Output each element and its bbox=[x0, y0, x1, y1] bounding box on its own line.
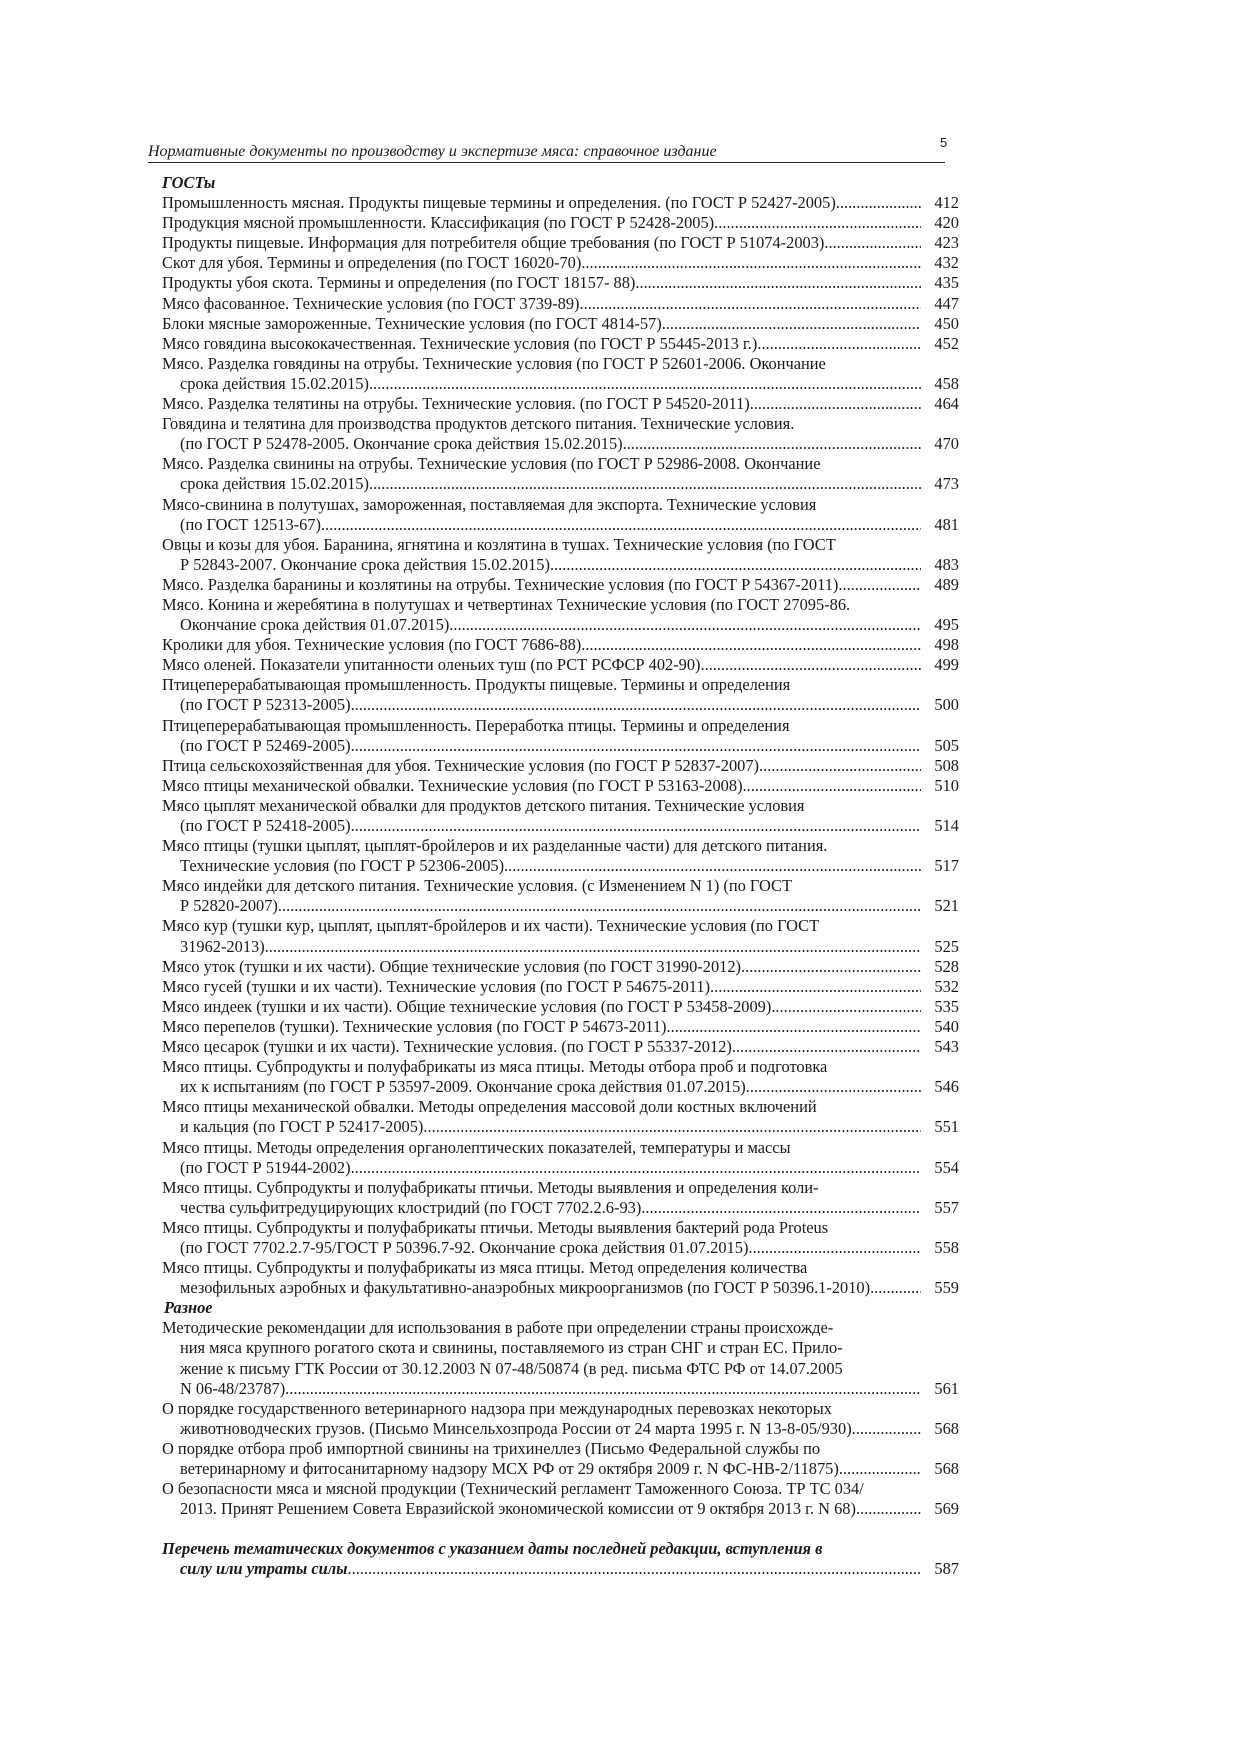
toc-entry[interactable] bbox=[162, 675, 959, 715]
toc-entry-last-line bbox=[162, 434, 959, 454]
section-heading: Разное bbox=[164, 1298, 213, 1318]
toc-entry-last-line bbox=[162, 756, 959, 776]
toc-page-ref: 481 bbox=[934, 514, 959, 534]
toc-entry-line: Мясо цыплят механической обвалки для продуктов детского питания. Технические условия bbox=[162, 795, 805, 815]
toc-entry-text: мезофильных аэробных и факультативно-анаэробных микроорганизмов (по ГОСТ Р 50396.1-2010) bbox=[180, 1278, 871, 1298]
toc-entry[interactable] bbox=[162, 595, 959, 635]
leader-dots bbox=[759, 756, 921, 776]
leader-dots bbox=[824, 233, 921, 253]
toc-page-ref: 546 bbox=[934, 1077, 959, 1097]
toc-page-ref: 447 bbox=[934, 293, 959, 313]
toc-page-ref: 569 bbox=[934, 1499, 959, 1519]
leader-dots bbox=[580, 294, 922, 314]
toc-entry[interactable] bbox=[162, 454, 959, 494]
toc-entry-text: Продукты убоя скота. Термины и определения (по ГОСТ 18157- 88) bbox=[162, 273, 636, 293]
toc-entry[interactable] bbox=[162, 1037, 959, 1057]
toc-entry-text: (по ГОСТ 7702.2.7-95/ГОСТ Р 50396.7-92. Окончание срока действия 01.07.2015) bbox=[180, 1237, 749, 1257]
toc-page-ref: 432 bbox=[934, 253, 959, 273]
toc-entry[interactable] bbox=[162, 334, 959, 354]
toc-entry-last-line bbox=[162, 1158, 959, 1178]
toc-entry-thematic-list[interactable] bbox=[162, 1539, 959, 1579]
toc-entry-text: чества сульфитредуцирующих клостридий (по ГОСТ 7702.2.6-93) bbox=[180, 1197, 642, 1217]
toc-page-ref: 464 bbox=[934, 394, 959, 414]
toc-entry-line: О порядке государственного ветеринарного надзора при международных перевозках некоторых bbox=[162, 1398, 832, 1418]
leader-dots bbox=[423, 1117, 921, 1137]
toc-entry-last-line bbox=[162, 213, 959, 233]
leader-dots bbox=[856, 1499, 921, 1519]
toc-entry[interactable] bbox=[162, 776, 959, 796]
toc-page-ref: 568 bbox=[934, 1418, 959, 1438]
toc-entry[interactable] bbox=[162, 1218, 959, 1258]
leader-dots bbox=[351, 736, 921, 756]
toc-entry[interactable] bbox=[162, 273, 959, 293]
toc-entry-last-line bbox=[162, 555, 959, 575]
toc-page-ref: 495 bbox=[934, 615, 959, 635]
toc-entry[interactable] bbox=[162, 876, 959, 916]
toc-entry-text: Р 52820-2007) bbox=[180, 896, 278, 916]
toc-entry[interactable] bbox=[162, 977, 959, 997]
toc-entry[interactable] bbox=[162, 635, 959, 655]
toc-entry-last-line bbox=[162, 957, 959, 977]
toc-entry-line: Говядина и телятина для производства продуктов детского питания. Технические условия. bbox=[162, 414, 795, 434]
leader-dots bbox=[369, 374, 921, 394]
toc-page-ref: 489 bbox=[934, 574, 959, 594]
page-number: 5 bbox=[940, 135, 948, 150]
toc-page-ref: 535 bbox=[934, 996, 959, 1016]
toc-page-ref: 499 bbox=[934, 655, 959, 675]
toc-page-ref: 559 bbox=[934, 1278, 959, 1298]
toc-page-ref: 525 bbox=[934, 936, 959, 956]
toc-entry-last-line bbox=[162, 1379, 959, 1399]
leader-dots bbox=[701, 655, 921, 675]
toc-page-ref: 423 bbox=[934, 233, 959, 253]
toc-entry-line: Мясо птицы. Субпродукты и полуфабрикаты птичьи. Методы выявления и определения коли- bbox=[162, 1177, 819, 1197]
toc-entry[interactable] bbox=[162, 233, 959, 253]
leader-dots bbox=[351, 816, 921, 836]
toc-entry-last-line bbox=[162, 695, 959, 715]
toc-entry-last-line bbox=[162, 1459, 959, 1479]
toc-entry-line: жение к письму ГТК России от 30.12.2003 N 07-48/50874 (в ред. письма ФТС РФ от 14.07.2005 bbox=[180, 1358, 843, 1378]
leader-dots bbox=[870, 1278, 921, 1298]
toc-entry-last-line bbox=[162, 374, 959, 394]
toc-entry-text: срока действия 15.02.2015) bbox=[180, 373, 369, 393]
toc-entry[interactable] bbox=[162, 1097, 959, 1137]
toc-entry-text: Технические условия (по ГОСТ Р 52306-2005) bbox=[180, 856, 505, 876]
toc-entry[interactable] bbox=[162, 1399, 959, 1439]
toc-entry-line: Мясо птицы механической обвалки. Методы определения массовой доли костных включений bbox=[162, 1097, 817, 1117]
toc-entry-last-line bbox=[162, 856, 959, 876]
toc-entry-line: Мясо птицы. Субпродукты и полуфабрикаты птичьи. Методы выявления бактерий рода Proteus bbox=[162, 1217, 829, 1237]
leader-dots bbox=[710, 977, 921, 997]
toc-sections bbox=[162, 173, 959, 1519]
toc-entry-last-line bbox=[162, 1037, 959, 1057]
toc-entry[interactable] bbox=[162, 997, 959, 1017]
toc-entry-last-line bbox=[162, 997, 959, 1017]
toc-entry[interactable] bbox=[162, 354, 959, 394]
toc-page-ref: 450 bbox=[934, 313, 959, 333]
toc-page-ref: 587 bbox=[934, 1559, 959, 1579]
leader-dots bbox=[369, 474, 921, 494]
toc-entry-last-line bbox=[162, 635, 959, 655]
leader-dots bbox=[449, 615, 921, 635]
toc-entry[interactable] bbox=[162, 1178, 959, 1218]
toc-page-ref: 521 bbox=[934, 896, 959, 916]
toc-entry-text: (по ГОСТ Р 52418-2005) bbox=[180, 816, 351, 835]
toc-page-ref: 554 bbox=[934, 1157, 959, 1177]
toc-entry-text: ветеринарному и фитосанитарному надзору МСХ РФ от 29 октября 2009 г. N ФС-НВ-2/11875) bbox=[180, 1459, 839, 1478]
toc-entry-last-line bbox=[162, 896, 959, 916]
toc-entry-last-line bbox=[162, 233, 959, 253]
leader-dots bbox=[662, 314, 921, 334]
toc-entry[interactable] bbox=[162, 1138, 959, 1178]
toc-entry-last-line bbox=[162, 1419, 959, 1439]
toc-page-ref: 514 bbox=[934, 816, 959, 835]
toc-page-ref: 517 bbox=[934, 856, 959, 876]
toc-entry[interactable] bbox=[162, 294, 959, 314]
toc-entry-last-line bbox=[162, 575, 959, 595]
toc-entry-text: Мясо цесарок (тушки и их части). Технические условия. (по ГОСТ Р 55337-2012) bbox=[162, 1037, 732, 1057]
toc-entry-last-line bbox=[162, 314, 959, 334]
toc-entry-last-line bbox=[162, 1238, 959, 1258]
toc-entry[interactable] bbox=[162, 1057, 959, 1097]
toc-page-ref: 510 bbox=[934, 775, 959, 795]
toc-entry-text: Мясо птицы механической обвалки. Технические условия (по ГОСТ Р 53163-2008) bbox=[162, 775, 743, 795]
toc-entry-text: (по ГОСТ 12513-67) bbox=[180, 514, 321, 534]
toc-entry-text: Мясо. Разделка телятины на отрубы. Технические условия. (по ГОСТ Р 54520-2011) bbox=[162, 394, 750, 414]
toc-entry-last-line bbox=[162, 655, 959, 675]
toc-entry-text: и кальция (по ГОСТ Р 52417-2005) bbox=[180, 1117, 424, 1137]
leader-dots bbox=[321, 515, 921, 535]
toc-page-ref: 473 bbox=[934, 474, 959, 494]
toc-entry[interactable] bbox=[162, 916, 959, 956]
toc-page-ref: 483 bbox=[934, 554, 959, 574]
leader-dots bbox=[732, 1037, 921, 1057]
toc-entry[interactable] bbox=[162, 314, 959, 334]
toc-entry-last-line bbox=[162, 193, 959, 213]
toc-entry-line: Мясо. Конина и жеребятина в полутушах и четвертинах Технические условия (по ГОСТ 27095-86. bbox=[162, 594, 851, 614]
toc-entry[interactable] bbox=[162, 193, 959, 213]
toc-entry-text: Мясо. Разделка баранины и козлятины на отрубы. Технические условия (по ГОСТ Р 54367-2011) bbox=[162, 574, 839, 594]
toc-entry-last-line bbox=[162, 294, 959, 314]
toc-entry-line: Мясо. Разделка говядины на отрубы. Технические условия (по ГОСТ Р 52601-2006. Окончание bbox=[162, 353, 826, 373]
leader-dots bbox=[743, 776, 921, 796]
toc-entry-text: 31962-2013) bbox=[180, 936, 265, 956]
toc-entry-text: Скот для убоя. Термины и определения (по ГОСТ 16020-70) bbox=[162, 253, 582, 273]
toc-entry-last-line bbox=[162, 1017, 959, 1037]
toc-entry-last-line bbox=[162, 1117, 959, 1137]
toc-entry-text: Мясо говядина высококачественная. Технические условия (по ГОСТ Р 55445-2013 г.) bbox=[162, 333, 758, 353]
toc-entry-line: Мясо птицы. Субпродукты и полуфабрикаты из мяса птицы. Метод определения количества bbox=[162, 1258, 808, 1278]
toc-page-ref: 470 bbox=[934, 434, 959, 454]
leader-dots bbox=[741, 957, 921, 977]
toc-page-ref: 528 bbox=[934, 956, 959, 976]
toc-entry-line: Мясо птицы. Методы определения органолептических показателей, температуры и массы bbox=[162, 1137, 791, 1157]
leader-dots bbox=[278, 896, 921, 916]
leader-dots bbox=[748, 1238, 921, 1258]
toc-entry[interactable] bbox=[162, 253, 959, 273]
toc-entry[interactable] bbox=[162, 535, 959, 575]
toc-entry-last-line bbox=[162, 1559, 959, 1579]
toc-entry-last-line bbox=[162, 1198, 959, 1218]
toc-entry[interactable] bbox=[162, 836, 959, 876]
leader-dots bbox=[581, 635, 921, 655]
toc-entry-last-line bbox=[162, 1278, 959, 1298]
leader-dots bbox=[852, 1419, 921, 1439]
toc-page-ref: 420 bbox=[934, 213, 959, 233]
leader-dots bbox=[836, 193, 921, 213]
toc-page-ref: 557 bbox=[934, 1197, 959, 1217]
toc-entry-line: О безопасности мяса и мясной продукции (Технический регламент Таможенного Союза. ТР ТС 034/ bbox=[162, 1479, 864, 1499]
toc-entry-text: (по ГОСТ Р 52478-2005. Окончание срока действия 15.02.2015) bbox=[180, 434, 623, 454]
toc-entry[interactable] bbox=[162, 394, 959, 414]
toc-entry-last-line bbox=[162, 937, 959, 957]
toc-entry-text: Мясо фасованное. Технические условия (по ГОСТ 3739-89) bbox=[162, 293, 580, 313]
toc-entry-text: (по ГОСТ Р 52469-2005) bbox=[180, 735, 351, 755]
leader-dots bbox=[581, 253, 921, 273]
toc-entry-text: Р 52843-2007. Окончание срока действия 15.02.2015) bbox=[180, 554, 550, 574]
toc-entry-last-line bbox=[162, 776, 959, 796]
toc-page-ref: 498 bbox=[934, 635, 959, 655]
toc-entry[interactable] bbox=[162, 495, 959, 535]
toc-entry[interactable] bbox=[162, 1318, 959, 1398]
toc-entry-text: силу или утраты силы bbox=[180, 1559, 348, 1579]
toc-entry-line: Мясо индейки для детского питания. Технические условия. (с Изменением N 1) (по ГОСТ bbox=[162, 876, 792, 896]
toc-entry-text: Кролики для убоя. Технические условия (по ГОСТ 7686-88) bbox=[162, 635, 582, 655]
leader-dots bbox=[667, 1017, 922, 1037]
toc-entry-text: Окончание срока действия 01.07.2015) bbox=[180, 615, 450, 635]
leader-dots bbox=[351, 695, 921, 715]
toc-page-ref: 412 bbox=[934, 193, 959, 213]
toc-entry[interactable] bbox=[162, 575, 959, 595]
section-heading: ГОСТы bbox=[162, 173, 216, 192]
toc-page-ref: 561 bbox=[934, 1378, 959, 1398]
toc-entry-line: Мясо. Разделка свинины на отрубы. Технические условия (по ГОСТ Р 52986-2008. Окончание bbox=[162, 454, 821, 474]
toc-page-ref: 435 bbox=[934, 273, 959, 293]
leader-dots bbox=[746, 1077, 921, 1097]
toc-entry-line: Перечень тематических документов с указанием даты последней редакции, вступления в bbox=[162, 1539, 823, 1559]
toc-entry-last-line bbox=[162, 977, 959, 997]
leader-dots bbox=[714, 213, 921, 233]
toc-entry[interactable] bbox=[162, 213, 959, 233]
toc-entry[interactable] bbox=[162, 414, 959, 454]
toc-page-ref: 551 bbox=[934, 1117, 959, 1137]
leader-dots bbox=[771, 997, 921, 1017]
toc-entry[interactable] bbox=[162, 957, 959, 977]
toc-entry[interactable] bbox=[162, 1439, 959, 1479]
leader-dots bbox=[839, 1459, 921, 1479]
toc-page-ref: 532 bbox=[934, 976, 959, 996]
toc-entry-line: Птицеперерабатывающая промышленность. Продукты пищевые. Термины и определения bbox=[162, 675, 791, 695]
toc-entry-line: Мясо кур (тушки кур, цыплят, цыплят-бройлеров и их части). Технические условия (по ГОСТ bbox=[162, 916, 820, 936]
toc-entry-text: Блоки мясные замороженные. Технические условия (по ГОСТ 4814-57) bbox=[162, 313, 662, 333]
leader-dots bbox=[757, 334, 921, 354]
toc-page-ref: 558 bbox=[934, 1237, 959, 1257]
toc-entry-last-line bbox=[162, 1499, 959, 1519]
toc-entry-last-line bbox=[162, 816, 959, 836]
toc-page-ref: 452 bbox=[934, 333, 959, 353]
toc-entry-text: Мясо перепелов (тушки). Технические условия (по ГОСТ Р 54673-2011) bbox=[162, 1016, 667, 1036]
toc-entry[interactable] bbox=[162, 1017, 959, 1037]
toc-page-ref: 540 bbox=[934, 1016, 959, 1036]
leader-dots bbox=[750, 394, 921, 414]
toc-entry-text: их к испытаниям (по ГОСТ Р 53597-2009. Окончание срока действия 01.07.2015) bbox=[180, 1077, 746, 1097]
leader-dots bbox=[504, 856, 921, 876]
toc-entry-text: Птица сельскохозяйственная для убоя. Технические условия (по ГОСТ Р 52837-2007) bbox=[162, 755, 760, 775]
toc-entry-line: ния мяса крупного рогатого скота и свинины, поставляемого из стран СНГ и стран ЕС. Прило- bbox=[180, 1338, 843, 1358]
toc-entry-last-line bbox=[162, 394, 959, 414]
leader-dots bbox=[623, 434, 921, 454]
toc-entry-text: срока действия 15.02.2015) bbox=[180, 474, 369, 494]
toc-entry-line: Птицеперерабатывающая промышленность. Переработка птицы. Термины и определения bbox=[162, 715, 790, 735]
toc-entry-line: О порядке отбора проб импортной свинины на трихинеллез (Письмо Федеральной службы по bbox=[162, 1438, 821, 1458]
toc-entry[interactable] bbox=[162, 1479, 959, 1519]
toc-entry[interactable] bbox=[162, 1258, 959, 1298]
toc-entry-line: Мясо птицы (тушки цыплят, цыплят-бройлеров и их разделанные части) для детского питания. bbox=[162, 836, 828, 856]
toc-entry-line: Овцы и козы для убоя. Баранина, ягнятина и козлятина в тушах. Технические условия (по ГОСТ bbox=[162, 534, 836, 554]
leader-dots bbox=[635, 273, 921, 293]
toc-entry-last-line bbox=[162, 474, 959, 494]
toc-entry-last-line bbox=[162, 334, 959, 354]
toc-entry-text: (по ГОСТ Р 51944-2002) bbox=[180, 1157, 351, 1177]
running-header bbox=[148, 138, 945, 163]
toc-page-ref: 568 bbox=[934, 1459, 959, 1478]
leader-dots bbox=[351, 1158, 921, 1178]
toc-entry-last-line bbox=[162, 1077, 959, 1097]
toc-entry[interactable] bbox=[162, 716, 959, 756]
toc-page-ref: 500 bbox=[934, 695, 959, 715]
toc-page-ref: 508 bbox=[934, 755, 959, 775]
toc-entry[interactable] bbox=[162, 756, 959, 776]
leader-dots bbox=[285, 1379, 921, 1399]
toc-page-ref: 458 bbox=[934, 373, 959, 393]
leader-dots bbox=[641, 1198, 921, 1218]
toc-entry-text: Мясо индеек (тушки и их части). Общие технические условия (по ГОСТ Р 53458-2009) bbox=[162, 996, 772, 1016]
toc-entry-text: Мясо гусей (тушки и их части). Технические условия (по ГОСТ Р 54675-2011) bbox=[162, 976, 711, 996]
toc-page-ref: 543 bbox=[934, 1037, 959, 1057]
toc-entry[interactable] bbox=[162, 796, 959, 836]
toc-entry-text: Продукты пищевые. Информация для потребителя общие требования (по ГОСТ Р 51074-2003) bbox=[162, 233, 825, 253]
toc-entry-last-line bbox=[162, 736, 959, 756]
toc-entry-text: (по ГОСТ Р 52313-2005) bbox=[180, 695, 351, 715]
header-title: Нормативные документы по производству и экспертизе мяса: справочное издание bbox=[148, 143, 717, 160]
toc-entry-text: 2013. Принят Решением Совета Евразийской экономической комиссии от 9 октября 2013 г. N 68) bbox=[180, 1499, 856, 1519]
toc-entry-text: Мясо уток (тушки и их части). Общие технические условия (по ГОСТ 31990-2012) bbox=[162, 956, 741, 976]
leader-dots bbox=[265, 937, 921, 957]
toc-entry-last-line bbox=[162, 515, 959, 535]
toc-entry-text: Промышленность мясная. Продукты пищевые термины и определения. (по ГОСТ Р 52427-2005) bbox=[162, 193, 836, 213]
leader-dots bbox=[550, 555, 921, 575]
toc-page-ref: 505 bbox=[934, 735, 959, 755]
toc-entry[interactable] bbox=[162, 655, 959, 675]
toc-entry-line: Мясо-свинина в полутушах, замороженная, поставляемая для экспорта. Технические условия bbox=[162, 494, 817, 514]
toc-entry-text: животноводческих грузов. (Письмо Минсельхозпрода России от 24 марта 1995 г. N 13-8-05/930) bbox=[180, 1418, 852, 1438]
leader-dots bbox=[838, 575, 921, 595]
toc-entry-line: Методические рекомендации для использования в работе при определении страны происхожде- bbox=[162, 1318, 834, 1338]
toc-entry-text: N 06-48/23787) bbox=[180, 1378, 286, 1398]
toc-entry-last-line bbox=[162, 253, 959, 273]
table-of-contents bbox=[162, 173, 959, 1579]
toc-entry-last-line bbox=[162, 273, 959, 293]
toc-entry-last-line bbox=[162, 615, 959, 635]
toc-entry-text: Мясо оленей. Показатели упитанности оленьих туш (по РСТ РСФСР 402-90) bbox=[162, 655, 701, 675]
toc-entry-text: Продукция мясной промышленности. Классификация (по ГОСТ Р 52428-2005) bbox=[162, 213, 715, 233]
leader-dots bbox=[348, 1559, 921, 1579]
section-gap bbox=[162, 1519, 959, 1539]
toc-entry-line: Мясо птицы. Субпродукты и полуфабрикаты из мяса птицы. Методы отбора проб и подготовка bbox=[162, 1057, 828, 1077]
